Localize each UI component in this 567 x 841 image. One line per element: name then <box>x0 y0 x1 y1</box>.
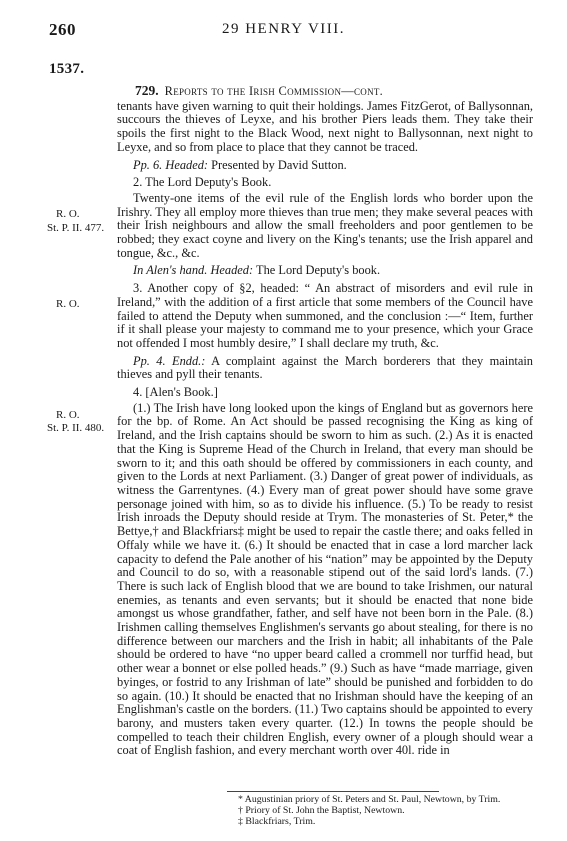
hand-label: In Alen's hand. <box>133 263 208 278</box>
headed-label: Headed: <box>165 157 209 172</box>
entry-heading <box>117 84 533 99</box>
pages-note <box>117 159 533 173</box>
headed-text: The Lord Deputy's book. <box>256 263 381 278</box>
margin-note-state-papers: St. P. II. 480. <box>47 422 105 434</box>
section-paragraph: Twenty-one items of the evil rule of the English lords who border upon the Irishry. They all employ more thieves than true men; they make several peaces with their Irish neighbours and allow the small freeholders and poor gentlemen to be robbed; they exact coyne and livery on the King's tenants; use the Irish apparel and tongue, &c., &c. <box>117 190 533 260</box>
endorsed-text: A complaint against the March borderers that they maintain thieves and pyll their tenants. <box>117 353 533 382</box>
footnote: * Augustinian priory of St. Peters and St. Paul, Newtown, by Trim. <box>238 794 501 805</box>
margin-note-record-office: R. O. <box>56 208 80 220</box>
page-number: 260 <box>49 20 76 39</box>
footnotes <box>238 794 500 828</box>
pages-count: Pp. 6. <box>133 157 163 172</box>
page-header <box>0 20 567 40</box>
section-title: 2. The Lord Deputy's Book. <box>133 175 272 190</box>
entry-title: Reports to the Irish Commission—cont. <box>164 84 384 98</box>
continuation-paragraph: tenants have given warning to quit their holdings. James FitzGerot, of Ballysonnan, succours the thieves of Leyxe, and his brother Piers leads them. They take their spoils the first night to the Black Wood, next night to Ballysonnan, next night to Leyxe, and so from place to place that they cannot be traced. <box>117 98 533 154</box>
footnote: ‡ Blackfriars, Trim. <box>238 816 316 828</box>
margin-note-record-office: R. O. <box>56 409 80 421</box>
section-title: 4. [Alen's Book.] <box>133 385 218 400</box>
footnote-rule <box>227 791 439 792</box>
document-body <box>117 84 533 762</box>
running-title: 29 HENRY VIII. <box>221 21 346 37</box>
year-label: 1537. <box>49 61 85 77</box>
section-paragraph: (1.) The Irish have long looked upon the kings of England but as governors here for the bp. of Rome. An Act should be passed recognising the King as king of Ireland, and the Irish captains should be sworn to him as such. (2.) As it is enacted that the King is Supreme Head of the Church in Ireland, that every man should be sworn to it; and this oath should be offered by commissioners in each county, and given to the Lords at next Parliament. (3.) Danger of great power of individuals, as witness the Garrentynes. (4.) Every man of great power should have some grave personage joined with him, so as to divide his influence. (5.) To be ready to resist Irish inroads the Deputy should reside at Trym. The monasteries of St. Peter,* the Bettye,† and Blackfriars‡ might be used to repair the castle there; and oaks felled in Offaly while we have it. (6.) It should be enacted that in case a lord marcher lack capacity to defend the Pale another of his “nation” may be appointed by the Deputy and Council to do so, with a reasonable stipend out of the said lord's lands. (7.) There is such lack of English blood that we are bound to take Irishmen, our natural enemies, as tenants and even servants; but it should be enacted that none bide amongst us whose grandfather, father, and self have not been born in the Pale. (8.) Irishmen calling themselves Englishmen's servants go about stealing, for there is no difference between our marchers and the Irish in habit; all inhabitants of the Pale should be ordered to have “no upper beard called a crommell nor turffid head, but other wear a bonnet or else polled heads.” (9.) Such as have “made marriage, given byinges, or fostrid to any Irishman of late” should be punished and forbidden to do so again. (10.) It should be enacted that no Irishman should have the keeping of an Englishman's castle on the borders. (11.) Two captains should be appointed to every barony, and musters taken every quarter. (12.) In towns the people should be compelled to teach their children English, every owner of a plough should wear a coat of English fashion, and every merchant worth over 40l. ride in <box>117 400 533 758</box>
pages-count: Pp. 4. <box>133 353 166 368</box>
headed-label: Headed: <box>210 263 254 278</box>
footnote: † Priory of St. John the Baptist, Newtown. <box>238 805 405 817</box>
headed-text: Presented by David Sutton. <box>211 157 347 172</box>
section-paragraph: 3. Another copy of §2, headed: “ An abstract of misorders and evil rule in Ireland,” with the addition of a first article that some members of the Council have failed to attend the Deputy when summoned, and the conclusion :—“ Item, further if it shall please your majesty to command me to your presence, which your Grace not offended I most humbly desire,” I shall declare my truth, &c. <box>117 281 533 350</box>
hand-note <box>117 264 533 278</box>
pages-note <box>117 355 533 382</box>
endorsed-label: Endd.: <box>172 353 206 368</box>
margin-note-state-papers: St. P. II. 477. <box>47 222 105 234</box>
margin-note-record-office: R. O. <box>56 298 80 310</box>
entry-number: 729. <box>135 83 159 98</box>
